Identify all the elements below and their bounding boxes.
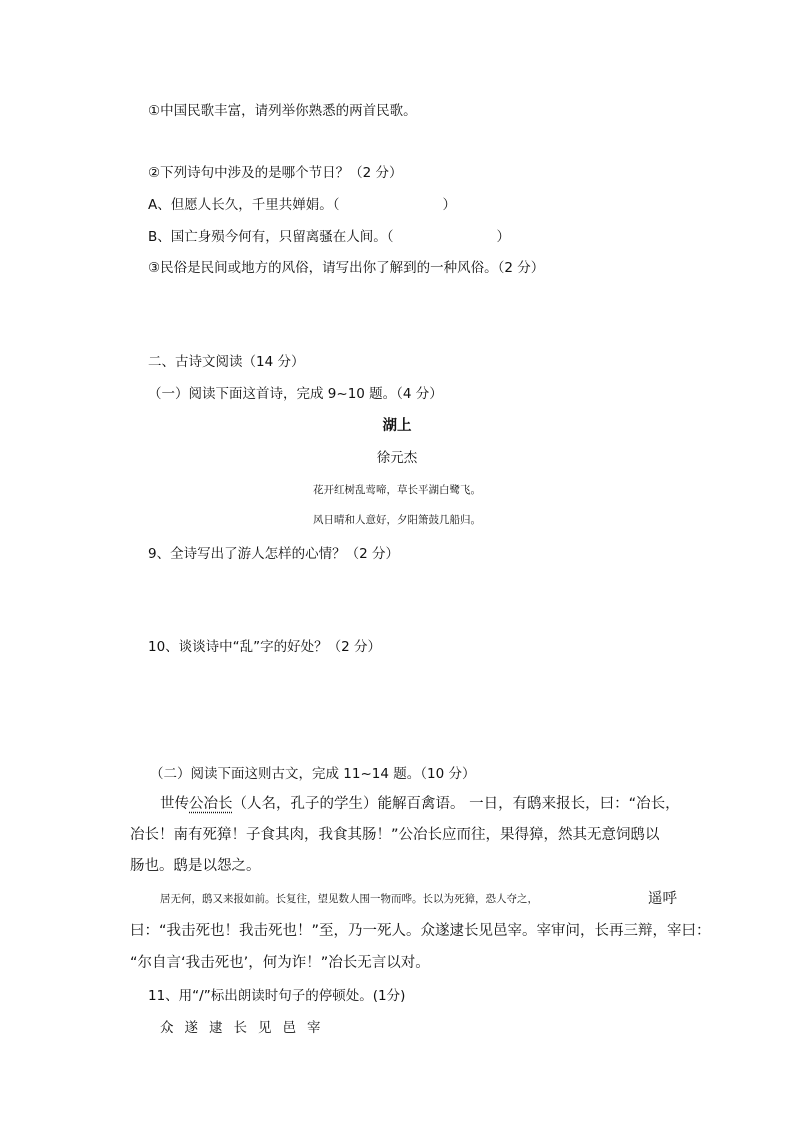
question-10: 10、谈谈诗中“乱”字的好处？（2 分） xyxy=(148,639,382,655)
passage-text: 世传 xyxy=(160,796,189,812)
poem-author: 徐元杰 xyxy=(376,450,418,466)
question-11: 11、用“/”标出朗读时句子的停顿处。(1分) xyxy=(148,988,406,1004)
passage-p2-line3: “尔自言‘我击死也’，何为诈！”冶长无言以对。 xyxy=(130,955,430,971)
passage-p1-line2: 冶长！南有死獐！子食其肉，我食其肠！”公冶长应而往，果得獐，然其无意饲鸱以 xyxy=(130,827,660,843)
poem-title: 湖上 xyxy=(382,418,412,434)
passage-name-dotted: 公冶长 xyxy=(189,796,233,812)
passage-p2-line1b: 遥呼 xyxy=(648,891,677,907)
passage-p2-line2: 曰：“我击死也！我击死也！”至，乃一死人。众遂逮长见邑宰。宰审问，长再三辩，宰曰： xyxy=(130,923,711,939)
question-11-sentence: 众遂逮长见邑宰 xyxy=(160,1020,332,1036)
part2-intro: （二）阅读下面这则古文，完成 11~14 题。（10 分） xyxy=(150,766,476,782)
poem-line-2: 风日晴和人意好，夕阳箫鼓几船归。 xyxy=(313,514,481,526)
passage-p2-line1a: 居无何，鸱又来报如前。长复往，望见数人围一物而哗。长以为死獐，恐人夺之， xyxy=(160,893,538,905)
passage-text: （人名，孔子的学生）能解百禽语。 一日，有鸱来报长，曰：“冶长， xyxy=(232,796,680,812)
q-festival: ②下列诗句中涉及的是哪个节日？（2 分） xyxy=(148,165,403,181)
q-custom: ③民俗是民间或地方的风俗，请写出你了解到的一种风俗。（2 分） xyxy=(148,260,545,276)
passage-p1-line1 xyxy=(160,796,680,813)
section-heading: 二、古诗文阅读（14 分） xyxy=(148,354,305,370)
q-folk-songs: ①中国民歌丰富，请列举你熟悉的两首民歌。 xyxy=(148,103,417,119)
q-festival-option-a: A、但愿人长久，千里共婵娟。（ ） xyxy=(148,197,456,213)
part1-intro: （一）阅读下面这首诗，完成 9~10 题。（4 分） xyxy=(148,386,443,402)
question-9: 9、全诗写出了游人怎样的心情？（2 分） xyxy=(148,546,399,562)
poem-line-1: 花开红树乱莺啼，草长平湖白鹭飞。 xyxy=(313,484,481,496)
q-festival-option-b: B、国亡身殒今何有，只留离骚在人间。（ ） xyxy=(148,229,511,245)
passage-p1-line3: 肠也。鸱是以怨之。 xyxy=(130,858,261,874)
